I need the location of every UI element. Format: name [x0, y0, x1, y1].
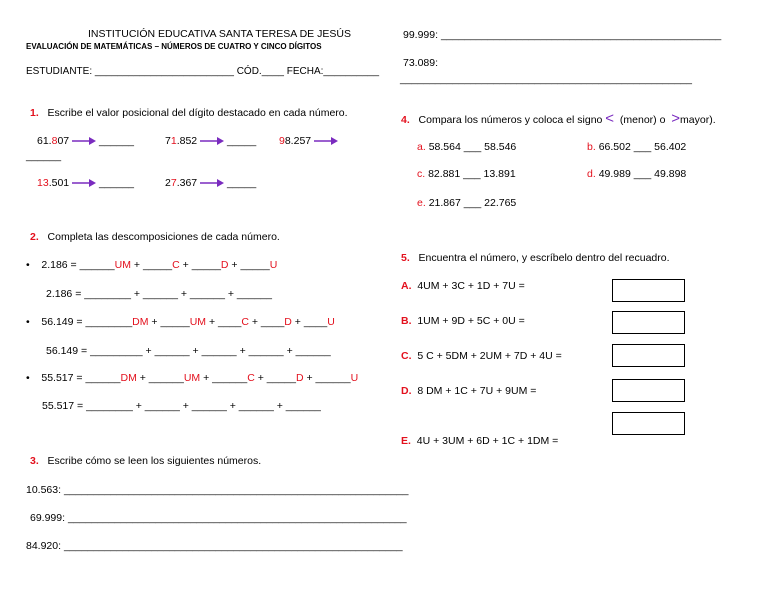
item-letter: A. [401, 280, 412, 292]
q5-item-b-text: 1UM + 9D + 5C + 0U = [417, 315, 525, 327]
q2-row-3-e: + ____ [291, 316, 328, 328]
q5-item-c-text: 5 C + 5DM + 2UM + 7D + 4U = [417, 350, 562, 362]
q2-row-5-e: + ______ [303, 372, 351, 384]
item-letter: C. [401, 350, 412, 362]
arrow-right-icon [72, 137, 96, 145]
q2-row-2[interactable]: 2.186 = ________ + ______ + ______ + ______ [46, 288, 272, 300]
q1-item-4-digit: 13 [37, 177, 49, 189]
bullet: • [26, 316, 30, 328]
q1-item-3-post: 8.257 [284, 135, 312, 147]
q3-line-1[interactable]: 10.563: ___________________________________________________________ [26, 484, 409, 496]
bullet: • [26, 372, 30, 384]
unit-label: UM [189, 316, 207, 328]
q1-number: 1. [30, 107, 39, 119]
unit-label: UM [183, 372, 201, 384]
unit-label: D [220, 259, 229, 271]
q2-row-1-d: + _____ [228, 259, 270, 271]
q2-row-5-c: + ______ [200, 372, 248, 384]
item-letter: b. [587, 141, 596, 153]
arrow-right-icon [72, 179, 96, 187]
institution-title: INSTITUCIÓN EDUCATIVA SANTA TERESA DE JESÚS [88, 28, 351, 40]
q3-heading [30, 455, 261, 467]
unit-label: U [269, 259, 278, 271]
q1-item-5 [165, 177, 256, 189]
q4-number: 4. [401, 114, 410, 126]
arrow-right-icon [314, 137, 338, 145]
arrow-right-icon [200, 179, 224, 187]
q5-number: 5. [401, 252, 410, 264]
q5-item-d [401, 385, 536, 397]
q4-item-b [587, 141, 686, 153]
q2-number: 2. [30, 231, 39, 243]
q1-item-2-digit: 1 [170, 135, 177, 147]
q5-item-c [401, 350, 562, 362]
q4-item-a-text[interactable]: 58.564 ___ 58.546 [428, 141, 517, 153]
q2-row-4[interactable]: 56.149 = _________ + ______ + ______ + ______ + ______ [46, 345, 331, 357]
q2-row-5 [26, 372, 358, 384]
q1-item-4-post: .501 [48, 177, 70, 189]
q5-item-e [401, 435, 558, 447]
student-line: ESTUDIANTE: _________________________ CÓD.____ FECHA:__________ [26, 66, 380, 77]
q1-item-5-digit: 7 [170, 177, 177, 189]
q2-row-5-b: + ______ [136, 372, 184, 384]
unit-label: D [284, 316, 292, 328]
q5-item-a [401, 280, 525, 292]
unit-label: C [172, 259, 180, 271]
q5-item-a-text: 4UM + 3C + 1D + 7U = [417, 280, 525, 292]
unit-label: UM [114, 259, 131, 271]
q4-item-a [417, 141, 516, 153]
evaluation-title: EVALUACIÓN DE MATEMÁTICAS – NÚMEROS DE CUATRO Y CINCO DÍGITOS [26, 42, 322, 51]
q4-item-c [417, 168, 516, 180]
q1-item-1-pre: 61. [37, 135, 52, 147]
q1-item-5-blank[interactable]: _____ [226, 177, 257, 189]
q1-item-2-post: .852 [176, 135, 198, 147]
q2-row-6[interactable]: 55.517 = ________ + ______ + ______ + ______ + ______ [42, 400, 321, 412]
q2-row-1-b: + _____ [130, 259, 173, 271]
q4-item-c-text[interactable]: 82.881 ___ 13.891 [428, 168, 516, 180]
unit-label: C [241, 316, 249, 328]
arrow-right-icon [200, 137, 224, 145]
q1-item-1 [37, 135, 134, 147]
item-letter: E. [401, 435, 411, 447]
q2-row-5-a: 55.517 = ______ [41, 372, 121, 384]
unit-label: DM [120, 372, 137, 384]
q4-prompt-b: (menor) o [619, 114, 666, 126]
unit-label: U [350, 372, 359, 384]
q4-heading [401, 110, 716, 127]
q1-item-3-digit: 9 [279, 135, 285, 147]
unit-label: DM [132, 316, 149, 328]
q5-item-d-text: 8 DM + 1C + 7U + 9UM = [417, 385, 537, 397]
q2-row-1-a: 2.186 = ______ [41, 259, 115, 271]
q1-item-1-post: 07 [57, 135, 70, 147]
item-letter: d. [587, 168, 596, 180]
unit-label: D [295, 372, 304, 384]
bullet: • [26, 259, 30, 271]
q1-heading [30, 107, 348, 119]
q1-item-4 [37, 177, 134, 189]
right-label-73089: 73.089: [403, 57, 439, 69]
q4-item-e [417, 197, 516, 209]
q1-item-4-blank[interactable]: ______ [98, 177, 135, 189]
q5-heading [401, 252, 670, 264]
q1-item-2 [165, 135, 256, 147]
answer-box-c[interactable] [612, 344, 685, 367]
q4-prompt-a: Compara los números y coloca el signo [418, 114, 603, 126]
q2-heading [30, 231, 280, 243]
q4-item-b-text[interactable]: 66.502 ___ 56.402 [598, 141, 687, 153]
item-letter: c. [417, 168, 426, 180]
q2-row-3-c: + ____ [206, 316, 242, 328]
q1-item-3 [279, 135, 338, 147]
q5-prompt: Encuentra el número, y escríbelo dentro del recuadro. [418, 252, 670, 264]
q2-prompt: Completa las descomposiciones de cada número. [47, 231, 280, 243]
item-letter: B. [401, 315, 412, 327]
q4-item-d [587, 168, 686, 180]
q1-item-2-blank[interactable]: _____ [226, 135, 257, 147]
q4-item-d-text[interactable]: 49.989 ___ 49.898 [598, 168, 687, 180]
greater-than-symbol: > [671, 110, 681, 127]
q4-item-e-text[interactable]: 21.867 ___ 22.765 [428, 197, 517, 209]
q2-row-3-d: + ____ [248, 316, 285, 328]
item-letter: a. [417, 141, 426, 153]
q5-item-e-text: 4U + 3UM + 6D + 1C + 1DM = [416, 435, 559, 447]
q2-row-3-a: 56.149 = ________ [41, 316, 133, 328]
q1-item-1-digit: 8 [51, 135, 58, 147]
q3-prompt: Escribe cómo se leen los siguientes números. [47, 455, 262, 467]
q2-row-3-b: + _____ [148, 316, 190, 328]
q2-row-3 [26, 316, 335, 328]
q1-item-1-blank[interactable]: ______ [98, 135, 135, 147]
answer-box-b[interactable] [612, 311, 685, 334]
unit-label: U [327, 316, 335, 328]
q1-item-5-pre: 2 [165, 177, 171, 189]
q1-item-3-blank[interactable]: ______ [26, 150, 62, 162]
unit-label: C [247, 372, 255, 384]
answer-box-a[interactable] [612, 279, 685, 302]
q1-prompt: Escribe el valor posicional del dígito destacado en cada número. [47, 107, 348, 119]
q4-prompt-c: mayor). [680, 114, 716, 126]
answer-box-d[interactable] [612, 379, 685, 402]
less-than-symbol: < [605, 110, 615, 127]
item-letter: e. [417, 197, 426, 209]
q3-line-3[interactable]: 84.920: __________________________________________________________ [26, 540, 403, 552]
right-blank-73089[interactable]: __________________________________________________ [400, 73, 692, 85]
q3-line-2[interactable]: 69.999: __________________________________________________________ [30, 512, 407, 524]
q1-item-5-post: .367 [176, 177, 198, 189]
item-letter: D. [401, 385, 412, 397]
q2-row-1-c: + _____ [179, 259, 221, 271]
q3-number: 3. [30, 455, 39, 467]
q1-item-2-pre: 7 [165, 135, 171, 147]
q2-row-5-d: + _____ [254, 372, 296, 384]
q5-item-b [401, 315, 525, 327]
q2-row-1 [26, 259, 277, 271]
answer-box-e[interactable] [612, 412, 685, 435]
right-line-99999[interactable]: 99.999: ________________________________________________ [403, 29, 722, 41]
